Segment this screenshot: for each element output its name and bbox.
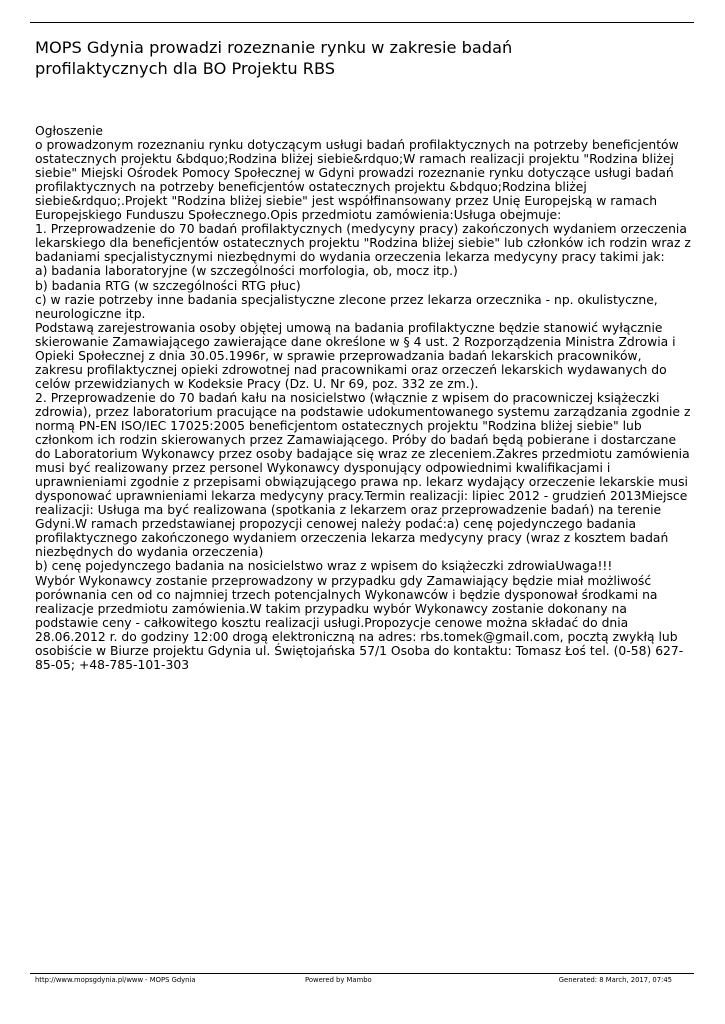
- body-line: profilaktycznego zakończonego wydaniem orzeczenia lekarza medycyny pracy (wraz z kosztem badań: [35, 531, 669, 546]
- body-line: uprawnieniami zgodnie z przepisami obwiązującego prawa np. lekarz wydający orzeczenie lekarskie musi: [35, 475, 688, 490]
- document-body: [35, 124, 689, 672]
- body-line: siebie&rdquo;.Projekt "Rodzina bliżej siebie" jest współfinansowany przez Unię Europejską w ramach: [35, 194, 658, 209]
- footer-generated-date: Generated: 8 March, 2017, 07:45: [558, 976, 672, 984]
- body-line: 2. Przeprowadzenie do 70 badań kału na nosicielstwo (włącznie z wpisem do pracowniczej książeczki: [35, 390, 660, 405]
- body-line: skierowanie Zamawiającego zawierające dane określone w § 4 ust. 2 Rozporządzenia Ministra Zdrowia i: [35, 334, 676, 349]
- body-line: podstawie ceny - całkowitego kosztu realizacji usługi.Propozycje cenowe można składać do dnia: [35, 615, 629, 630]
- top-divider: [30, 22, 694, 23]
- body-line: normą PN-EN ISO/IEC 17025:2005 beneficjentom ostatecznych projektu "Rodzina bliżej siebie" lub: [35, 418, 642, 433]
- body-line: o prowadzonym rozeznaniu rynku dotyczącym usługi badań profilaktycznych na potrzeby beneficjentów: [35, 138, 679, 153]
- body-line: musi być realizowany przez personel Wykonawcy dysponujący odpowiednimi kwalifikacjami i: [35, 461, 611, 476]
- body-line: członkom ich rodzin skierowanych przez Zamawiającego. Próby do badań będą pobierane i dostarczane: [35, 433, 677, 448]
- body-line: niezbędnych do wydania orzeczenia): [35, 545, 264, 560]
- body-line: lekarskiego dla beneficjentów ostatecznych projektu "Rodzina bliżej siebie" lub członków ich rodzin wraz z: [35, 236, 691, 251]
- footer-powered-by: Powered by Mambo: [305, 976, 372, 984]
- body-line: neurologiczne itp.: [35, 306, 146, 321]
- body-line: profilaktycznych na potrzeby beneficjentów ostatecznych projektu &bdquo;Rodzina bliżej: [35, 180, 587, 195]
- body-line: zakresu profilaktycznej opieki zdrowotnej nad pracownikami oraz orzeczeń lekarskich wydawanych do: [35, 362, 667, 377]
- body-line: Podstawą zarejestrowania osoby objętej umową na badania profilaktyczne będzie stanowić wyłącznie: [35, 320, 663, 335]
- body-line: porównania cen od co najmniej trzech potencjalnych Wykonawców i będzie dysponował środkami na: [35, 587, 658, 602]
- body-line: b) badania RTG (w szczególności RTG płuc): [35, 278, 301, 293]
- body-line: siebie" Miejski Ośrodek Pomocy Społecznej w Gdyni prowadzi rozeznanie rynku dotyczące usługi badań: [35, 166, 674, 181]
- body-line: zdrowia), przez laboratorium pracujące na podstawie udokumentowanego systemu zarządzania zgodnie z: [35, 404, 691, 419]
- document-title: [35, 37, 685, 79]
- bottom-divider: [30, 973, 694, 974]
- body-line: Gdyni.W ramach przedstawianej propozycji cenowej należy podać:a) cenę pojedynczego badania: [35, 517, 637, 532]
- body-line: a) badania laboratoryjne (w szczególności morfologia, ob, mocz itp.): [35, 264, 458, 279]
- body-line: do Laboratorium Wykonawcy przez osoby badające się wraz ze zleceniem.Zakres przedmiotu zamówienia: [35, 447, 690, 462]
- body-line: realizacje przedmiotu zamówienia.W takim przypadku wybór Wykonawcy zostanie dokonany na: [35, 601, 627, 616]
- body-line: celów przewidzianych w Kodeksie Pracy (Dz. U. Nr 69, poz. 332 ze zm.).: [35, 376, 479, 391]
- title-line: profilaktycznych dla BO Projektu RBS: [35, 59, 336, 78]
- body-line: 28.06.2012 r. do godziny 12:00 drogą elektroniczną na adres: rbs.tomek@gmail.com, pocztą zwykłą lub: [35, 629, 678, 644]
- body-line: 85-05; +48-785-101-303: [35, 657, 190, 672]
- body-line: realizacji: Usługa ma być realizowana (spotkania z lekarzem oraz przeprowadzenie badań) na terenie: [35, 503, 662, 518]
- body-line: osobiście w Biurze projektu Gdynia ul. Świętojańska 57/1 Osoba do kontaktu: Tomasz Łoś tel. (0-58) 627-: [35, 643, 684, 658]
- body-line: Ogłoszenie: [35, 124, 103, 138]
- body-line: badaniami specjalistycznymi niezbędnymi do wydania orzeczenia lekarza medycyny pracy takimi jak:: [35, 250, 665, 265]
- footer-url: http://www.mopsgdynia.pl/www - MOPS Gdynia: [35, 976, 196, 984]
- body-line: 1. Przeprowadzenie do 70 badań profilaktycznych (medycyny pracy) zakończonych wydaniem orzeczenia: [35, 222, 687, 237]
- body-line: Europejskiego Funduszu Społecznego.Opis przedmiotu zamówienia:Usługa obejmuje:: [35, 208, 562, 223]
- body-line: Wybór Wykonawcy zostanie przeprowadzony w przypadku gdy Zamawiający będzie miał możliwość: [35, 573, 652, 588]
- body-line: dysponować uprawnieniami lekarza medycyny pracy.Termin realizacji: lipiec 2012 - grudzień 2013Miejsce: [35, 489, 688, 504]
- body-line: c) w razie potrzeby inne badania specjalistyczne zlecone przez lekarza orzecznika - np. okulistyczne,: [35, 292, 658, 307]
- body-line: ostatecznych projektu &bdquo;Rodzina bliżej siebie&rdquo;W ramach realizacji projektu "Rodzina bliżej: [35, 152, 674, 167]
- title-line: MOPS Gdynia prowadzi rozeznanie rynku w zakresie badań: [35, 38, 513, 57]
- body-line: b) cenę pojedynczego badania na nosicielstwo wraz z wpisem do książeczki zdrowiaUwaga!!!: [35, 559, 613, 574]
- body-line: Opieki Społecznej z dnia 30.05.1996r, w sprawie przeprowadzania badań lekarskich pracowników,: [35, 348, 642, 363]
